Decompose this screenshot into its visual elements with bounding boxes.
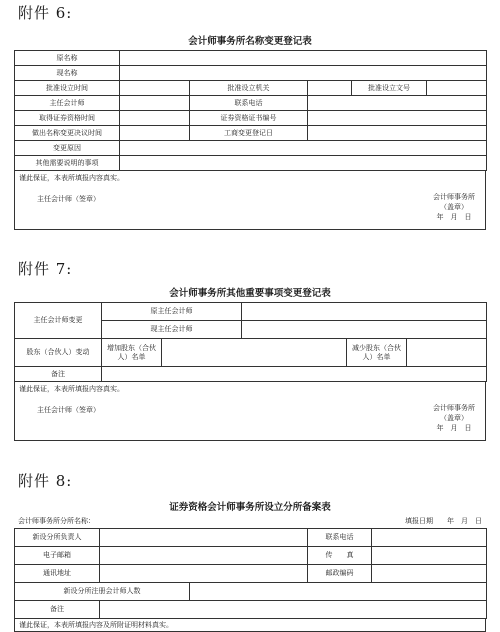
decision-time-label: 做出名称变更决议时间 (15, 126, 120, 141)
chief-accountant-label: 主任会计师 (15, 96, 120, 111)
form8-phone-field[interactable] (372, 529, 487, 547)
form6-declaration: 谨此保证，本表所填报内容真实。 (19, 174, 124, 182)
fax-label: 传 真 (308, 547, 372, 565)
form8-title: 证券资格会计师事务所设立分所备案表 (169, 502, 331, 513)
form7-seal-date: 年 月 日 (436, 424, 472, 432)
form7-seal-block (433, 403, 475, 433)
cert-time-label: 取得证券资格时间 (15, 111, 120, 126)
current-name-field[interactable] (120, 66, 487, 81)
branch-head-label: 新设分所负责人 (15, 529, 100, 547)
added-partners-field[interactable] (162, 339, 347, 367)
branch-firm-name-label: 会计师事务所分所名称： (18, 517, 95, 525)
cert-time-field[interactable] (120, 111, 190, 126)
partner-change-label: 股东（合伙人）变动 (15, 339, 102, 367)
business-change-label: 工商变更登记日 (190, 126, 308, 141)
form7-declaration: 谨此保证，本表所填报内容真实。 (19, 385, 124, 393)
other-matters-label: 其他需要说明的事项 (15, 156, 120, 171)
original-chief-field[interactable] (242, 303, 487, 321)
decision-time-field[interactable] (120, 126, 190, 141)
form6-seal-date: 年 月 日 (436, 213, 472, 221)
approval-doc-label: 批准设立文号 (352, 81, 427, 96)
form6-seal-line1: 会计师事务所 (433, 193, 475, 201)
form7-signature-left: 主任会计师（签章） (37, 406, 100, 414)
current-chief-label: 现主任会计师 (102, 321, 242, 339)
form7-declaration-box (14, 381, 486, 441)
form7-title: 会计师事务所其他重要事项变更登记表 (169, 288, 331, 299)
form6-declaration-box (14, 170, 486, 230)
current-name-label: 现名称 (15, 66, 120, 81)
address-field[interactable] (100, 565, 308, 583)
registered-count-label: 新设分所注册会计师人数 (15, 583, 190, 601)
change-reason-label: 变更原因 (15, 141, 120, 156)
form7-heading: 附件 7: (18, 260, 73, 278)
form7-seal-line1: 会计师事务所 (433, 404, 475, 412)
form6-table (14, 50, 487, 171)
form7-remarks-field[interactable] (102, 367, 487, 382)
email-label: 电子邮箱 (15, 547, 100, 565)
other-matters-field[interactable] (120, 156, 487, 171)
chief-change-label: 主任会计师变更 (15, 303, 102, 339)
contact-phone-label: 联系电话 (190, 96, 308, 111)
current-chief-field[interactable] (242, 321, 487, 339)
form6-signature-left: 主任会计师（签章） (37, 195, 100, 203)
postcode-field[interactable] (372, 565, 487, 583)
cert-number-label: 证券资格证书编号 (190, 111, 308, 126)
form7-seal-line2: （盖章） (440, 414, 468, 422)
form8-declaration: 谨此保证，本表所填报内容及所附证明材料真实。 (19, 621, 173, 629)
business-change-field[interactable] (308, 126, 487, 141)
added-partners-label: 增加股东（合伙人）名单 (102, 339, 162, 367)
approval-authority-label: 批准设立机关 (190, 81, 308, 96)
form6-seal-line2: （盖章） (440, 203, 468, 211)
form8-declaration-box (14, 618, 486, 632)
fax-field[interactable] (372, 547, 487, 565)
approval-time-field[interactable] (120, 81, 190, 96)
original-chief-label: 原主任会计师 (102, 303, 242, 321)
approval-authority-field[interactable] (308, 81, 352, 96)
branch-head-field[interactable] (100, 529, 308, 547)
form8-remarks-field[interactable] (100, 601, 487, 619)
chief-accountant-field[interactable] (120, 96, 190, 111)
address-label: 通讯地址 (15, 565, 100, 583)
form8-heading: 附件 8: (18, 472, 73, 490)
approval-doc-field[interactable] (427, 81, 487, 96)
reduced-partners-field[interactable] (407, 339, 487, 367)
form8-remarks-label: 备注 (15, 601, 100, 619)
reduced-partners-label: 减少股东（合伙人）名单 (347, 339, 407, 367)
change-reason-field[interactable] (120, 141, 487, 156)
original-name-label: 原名称 (15, 51, 120, 66)
contact-phone-field[interactable] (308, 96, 487, 111)
postcode-label: 邮政编码 (308, 565, 372, 583)
registered-count-field[interactable] (190, 583, 487, 601)
form7-remarks-label: 备注 (15, 367, 102, 382)
form7-table (14, 302, 487, 382)
approval-time-label: 批准设立时间 (15, 81, 120, 96)
form6-seal-block (433, 192, 475, 222)
email-field[interactable] (100, 547, 308, 565)
form8-table (14, 528, 487, 619)
form8-phone-label: 联系电话 (308, 529, 372, 547)
fill-date-label: 填报日期 年 月 日 (405, 517, 482, 525)
form6-heading: 附件 6: (18, 4, 73, 22)
cert-number-field[interactable] (308, 111, 487, 126)
form6-title: 会计师事务所名称变更登记表 (188, 36, 312, 47)
original-name-field[interactable] (120, 51, 487, 66)
